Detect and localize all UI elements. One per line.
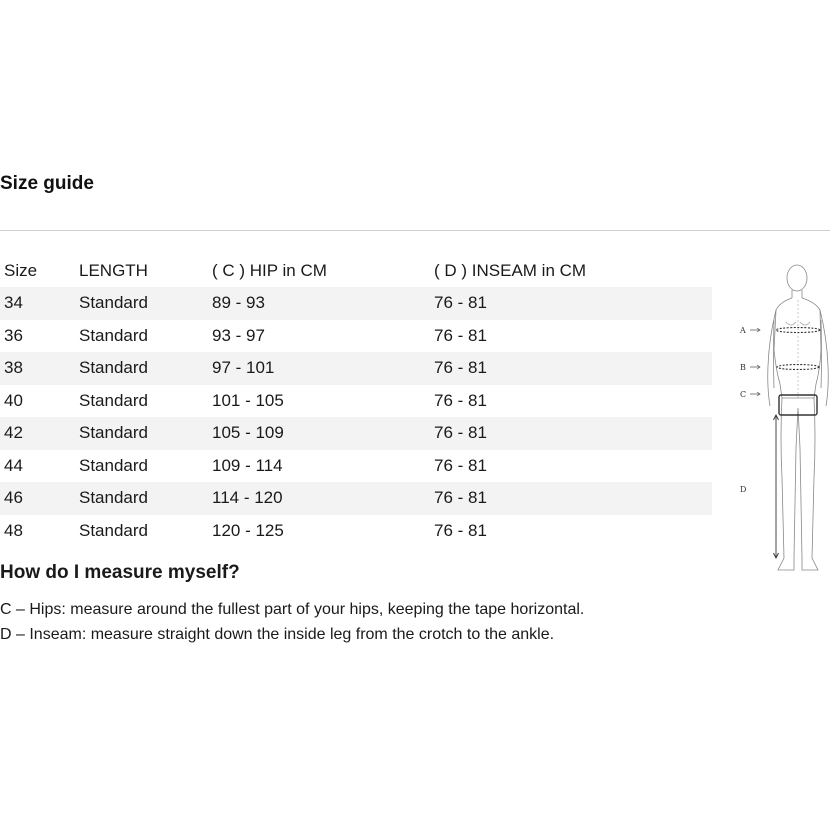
page-title: Size guide bbox=[0, 173, 94, 194]
cell-size: 48 bbox=[4, 520, 23, 540]
cell-hip: 93 - 97 bbox=[212, 325, 265, 345]
divider bbox=[0, 230, 830, 231]
cell-hip: 105 - 109 bbox=[212, 423, 284, 443]
cell-size: 40 bbox=[4, 390, 23, 410]
inseam-note: D – Inseam: measure straight down the inside leg from the crotch to the ankle. bbox=[0, 626, 555, 643]
table-row bbox=[0, 417, 712, 450]
cell-inseam: 76 - 81 bbox=[434, 488, 487, 508]
cell-size: 42 bbox=[4, 423, 23, 443]
cell-size: 44 bbox=[4, 455, 23, 475]
cell-length: Standard bbox=[79, 390, 148, 410]
cell-length: Standard bbox=[79, 455, 148, 475]
label-b: B bbox=[740, 363, 746, 372]
size-table bbox=[0, 255, 712, 547]
cell-size: 36 bbox=[4, 325, 23, 345]
cell-hip: 114 - 120 bbox=[212, 488, 283, 508]
cell-inseam: 76 - 81 bbox=[434, 390, 487, 410]
body-measurement-figure bbox=[736, 258, 830, 578]
label-d: D bbox=[740, 485, 747, 494]
table-row bbox=[0, 450, 712, 483]
cell-inseam: 76 - 81 bbox=[434, 520, 487, 540]
table-row bbox=[0, 287, 712, 320]
header-size: Size bbox=[4, 261, 38, 280]
table-header-row bbox=[0, 255, 712, 287]
cell-size: 38 bbox=[4, 358, 23, 378]
cell-hip: 89 - 93 bbox=[212, 293, 265, 313]
cell-hip: 109 - 114 bbox=[212, 455, 283, 475]
cell-hip: 120 - 125 bbox=[212, 520, 284, 540]
label-a: A bbox=[740, 326, 746, 335]
cell-length: Standard bbox=[79, 325, 148, 345]
cell-inseam: 76 - 81 bbox=[434, 423, 487, 443]
header-hip: ( C ) HIP in CM bbox=[212, 261, 327, 280]
header-length: LENGTH bbox=[79, 261, 148, 280]
cell-hip: 97 - 101 bbox=[212, 358, 275, 378]
table-row bbox=[0, 385, 712, 418]
figure-head bbox=[787, 265, 807, 291]
cell-inseam: 76 - 81 bbox=[434, 325, 487, 345]
table-row bbox=[0, 320, 712, 353]
figure-legs bbox=[778, 398, 818, 570]
cell-length: Standard bbox=[79, 293, 148, 313]
figure-torso bbox=[774, 298, 821, 398]
cell-hip: 101 - 105 bbox=[212, 390, 284, 410]
header-inseam: ( D ) INSEAM in CM bbox=[434, 261, 587, 280]
cell-size: 34 bbox=[4, 293, 23, 313]
cell-inseam: 76 - 81 bbox=[434, 358, 487, 378]
cell-length: Standard bbox=[79, 358, 148, 378]
cell-size: 46 bbox=[4, 488, 23, 508]
cell-inseam: 76 - 81 bbox=[434, 455, 487, 475]
cell-length: Standard bbox=[79, 423, 148, 443]
cell-length: Standard bbox=[79, 520, 148, 540]
cell-length: Standard bbox=[79, 488, 148, 508]
label-c: C bbox=[740, 390, 747, 399]
cell-inseam: 76 - 81 bbox=[434, 293, 487, 313]
measure-heading: How do I measure myself? bbox=[0, 562, 240, 583]
table-row bbox=[0, 482, 712, 515]
table-row bbox=[0, 515, 712, 548]
table-row bbox=[0, 352, 712, 385]
hips-note: C – Hips: measure around the fullest part of your hips, keeping the tape horizontal. bbox=[0, 601, 585, 618]
